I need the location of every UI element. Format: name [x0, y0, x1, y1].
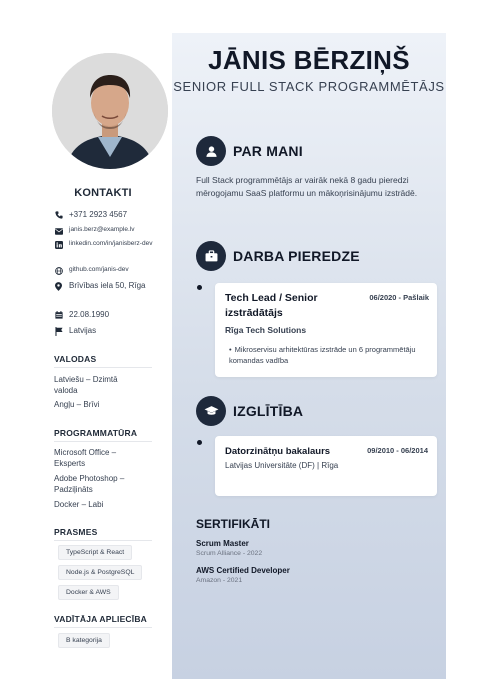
certificate-meta: Amazon - 2021 — [196, 577, 243, 584]
contact-address — [54, 281, 164, 291]
profile-photo — [52, 53, 168, 169]
person-portrait-icon — [52, 53, 168, 169]
skill-tag: Docker & AWS — [58, 585, 119, 600]
experience-heading: DARBA PIEREDZE — [233, 248, 360, 264]
timeline-dot — [197, 440, 202, 445]
software-item: Adobe Photoshop – Padziļināts — [54, 474, 125, 494]
contact-linkedin-text: linkedin.com/in/janisberz-dev — [69, 240, 153, 247]
certificate-name: AWS Certified Developer — [196, 566, 290, 575]
job-bullet: • Mikroservisu arhitektūras izstrāde un 6 programmētāju komandas vadība — [229, 345, 416, 365]
contact-github-text: github.com/janis-dev — [69, 266, 129, 273]
contact-birthdate-text: 22.08.1990 — [69, 310, 110, 319]
experience-card — [215, 283, 437, 377]
contact-nationality — [54, 326, 164, 336]
envelope-icon — [54, 226, 63, 236]
flag-icon — [54, 326, 63, 336]
education-school: Latvijas Universitāte (DF) | Rīga — [225, 461, 339, 470]
language-item: Angļu – Brīvi — [54, 400, 100, 409]
person-name: JĀNIS BĒRZIŅŠ — [208, 45, 410, 75]
contact-nationality-text: Latvijas — [69, 326, 97, 335]
certificate-meta: Scrum Alliance - 2022 — [196, 550, 263, 557]
software-item: Docker – Labi — [54, 500, 104, 509]
globe-icon — [54, 266, 63, 276]
contact-phone[interactable] — [54, 210, 164, 220]
calendar-icon — [54, 310, 63, 320]
map-pin-icon — [54, 281, 63, 291]
contact-email[interactable] — [54, 226, 164, 236]
about-heading: PAR MANI — [233, 143, 303, 159]
timeline-dot — [197, 285, 202, 290]
certificate-name: Scrum Master — [196, 539, 249, 548]
skill-tag: TypeScript & React — [58, 545, 132, 560]
contact-email-text: janis.berz@example.lv — [69, 226, 135, 233]
briefcase-icon — [196, 241, 226, 271]
resume-page — [34, 33, 446, 679]
education-heading: IZGLĪTĪBA — [233, 403, 304, 419]
software-divider — [54, 441, 152, 442]
certificates-heading: SERTIFIKĀTI — [196, 517, 270, 531]
skills-divider — [54, 540, 152, 541]
education-card — [215, 436, 437, 496]
contact-github[interactable] — [54, 266, 164, 276]
languages-heading: VALODAS — [54, 354, 97, 364]
contact-linkedin[interactable] — [54, 240, 164, 250]
job-company: Rīga Tech Solutions — [225, 325, 307, 335]
skill-tag: Node.js & PostgreSQL — [58, 565, 142, 580]
user-icon — [196, 136, 226, 166]
phone-icon — [54, 210, 63, 220]
contact-address-text: Brīvības iela 50, Rīga — [69, 281, 146, 290]
job-title: Tech Lead / Senior izstrādātājs — [225, 292, 318, 319]
language-item: Latviešu – Dzimtā valoda — [54, 375, 118, 395]
contacts-heading: KONTAKTI — [74, 187, 132, 199]
linkedin-icon — [54, 240, 63, 250]
license-tag: B kategorija — [58, 633, 110, 648]
education-title: Datorzinātņu bakalaurs — [225, 446, 331, 457]
main-panel — [172, 33, 446, 679]
person-role: SENIOR FULL STACK PROGRAMMĒTĀJS — [173, 79, 445, 94]
graduation-cap-icon — [196, 396, 226, 426]
education-date: 09/2010 - 06/2014 — [367, 446, 428, 455]
about-text: Full Stack programmētājs ar vairāk nekā 8 gadu pieredzi mērogojamu SaaS platformu un mākoņrisinājumu izstrādē. — [196, 175, 418, 198]
contact-birthdate — [54, 310, 164, 320]
languages-divider — [54, 367, 152, 368]
skills-heading: PRASMES — [54, 527, 98, 537]
contact-phone-text: +371 2923 4567 — [69, 210, 128, 219]
job-bullet-text: Mikroservisu arhitektūras izstrāde un 6 programmētāju komandas vadība — [229, 345, 416, 365]
sidebar — [34, 33, 172, 679]
license-heading: VADĪTĀJA APLIECĪBA — [54, 614, 148, 624]
job-date: 06/2020 - Pašlaik — [369, 293, 429, 302]
license-divider — [54, 627, 152, 628]
software-heading: PROGRAMMATŪRA — [54, 428, 138, 438]
software-item: Microsoft Office – Eksperts — [54, 448, 117, 468]
